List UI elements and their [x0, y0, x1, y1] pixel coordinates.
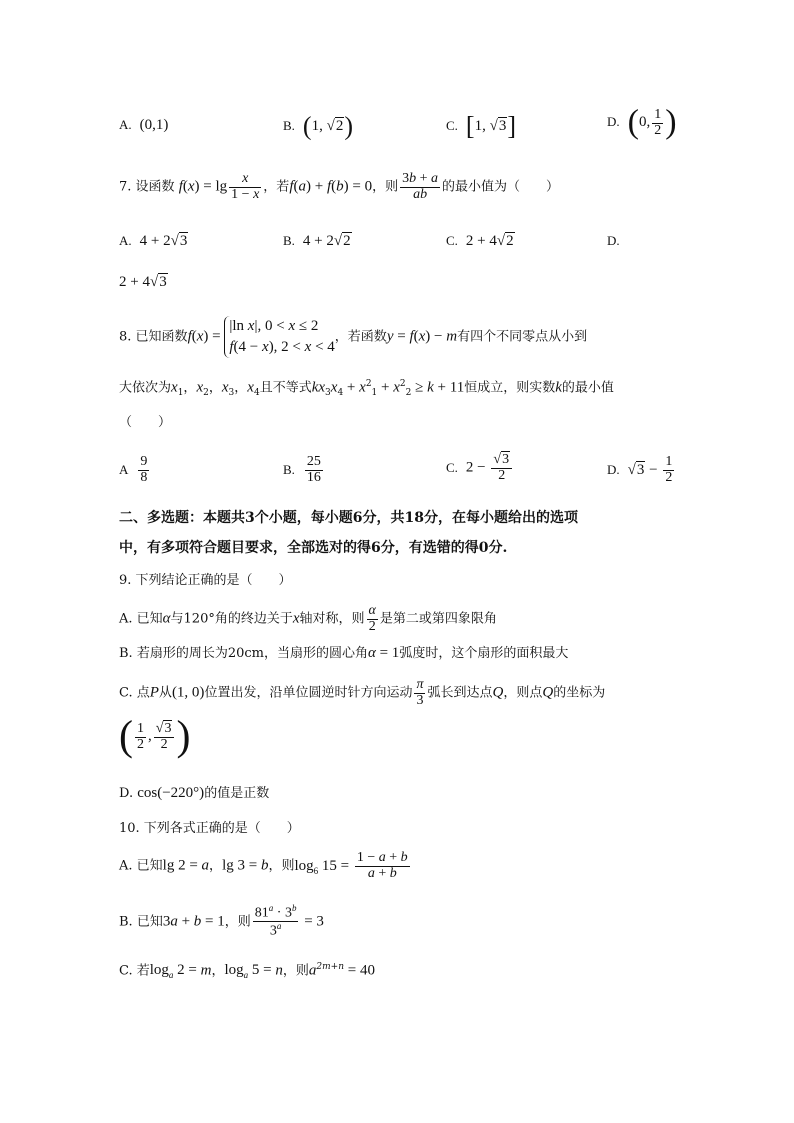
q6-option-a: A. (0,1)	[119, 117, 169, 133]
q9-option-c-coordinates: ( $\frac{1}{2}$ , $\frac{√3}{2}$ )	[119, 714, 191, 760]
q6-option-d: D. (0, $\frac{1}{2}$ )	[607, 104, 677, 141]
q10-option-b: B. 已知3a + b = 1，则 $\frac{81^a \cdot 3^b}{3^a}$ = 3	[119, 903, 324, 939]
q7-option-d: D.	[607, 233, 620, 248]
q8-option-b: B. $\frac{25}{16}$	[283, 454, 321, 485]
q6-option-b: B. (1, √2)	[283, 112, 353, 141]
q10-option-c: C. 若$\log_a 2 = m$，$\log_a 5 = n$，则$a^{2m+n} = 40$	[119, 962, 375, 981]
q9-stem: 9. 下列结论正确的是（ ）	[119, 573, 292, 588]
section2-heading-line2: 中，有多项符合题目要求，全部选对的得6分，有选错的得0分.	[119, 540, 508, 556]
q6-option-c: C. [1, √3]	[446, 112, 516, 141]
q10-option-a: A. 已知lg 2 = a，lg 3 = b，则$\log_6 15$ = $\frac{1 - a + b}{a + b}$	[119, 850, 408, 881]
q7-stem: 7. 设函数 f(x) = lg $\frac{x}{1 - x}$ ，若f(a) + f(b) = 0，则 $\frac{3b + a}{ab}$ 的最小值为（ ）	[119, 171, 560, 202]
q8-piecewise: |ln x|, 0 < x ≤ 2 f(4 − x), 2 < x < 4	[224, 316, 334, 358]
q6-option-a-expr: (0,1)	[139, 117, 169, 133]
q8-stem-line1: 8. 已知函数f(x) = |ln x|, 0 < x ≤ 2 f(4 − x), 2 < x < 4，若函数y = f(x) − m有四个不同零点从小到	[119, 316, 587, 358]
q8-option-a: A $\frac{9}{8}$	[119, 454, 148, 485]
q8-stem-line2: 大依次为$x_1$，$x_2$，$x_3$，$x_4$且不等式$kx_3x_4 + x^2_1 + x^2_2 \ge k + 11$恒成立，则实数k的最小值	[119, 379, 614, 398]
q7-option-d-expr: 2 + 4√3	[119, 274, 167, 290]
section2-heading-line1: 二、多选题：本题共3个小题，每小题6分，共18分，在每小题给出的选项	[119, 510, 578, 526]
q8-option-c: C. 2 − $\frac{√3}{2}$	[446, 453, 514, 483]
q8-option-d: D. √3 − $\frac{1}{2}$	[607, 454, 673, 485]
q7-option-b: B. 4 + 2√2	[283, 233, 351, 249]
q9-option-d: D. cos(−220°)的值是正数	[119, 785, 270, 801]
q8-paren: （ ）	[119, 415, 172, 430]
q9-option-c: C. 点P从(1, 0)位置出发，沿单位圆逆时针方向运动 $\frac{\pi}{3}$ 弧长到达点Q，则点Q的坐标为	[119, 677, 606, 708]
q7-option-c: C. 2 + 4√2	[446, 233, 514, 249]
q9-option-a: A. 已知α与120°角的终边关于x轴对称，则 $\frac{\alpha}{2}$ 是第二或第四象限角	[119, 603, 497, 634]
q10-stem: 10. 下列各式正确的是（ ）	[119, 821, 300, 836]
q7-option-a: A. 4 + 2√3	[119, 233, 188, 249]
q9-option-b: B. 若扇形的周长为20cm，当扇形的圆心角α = 1弧度时，这个扇形的面积最大	[119, 645, 569, 661]
